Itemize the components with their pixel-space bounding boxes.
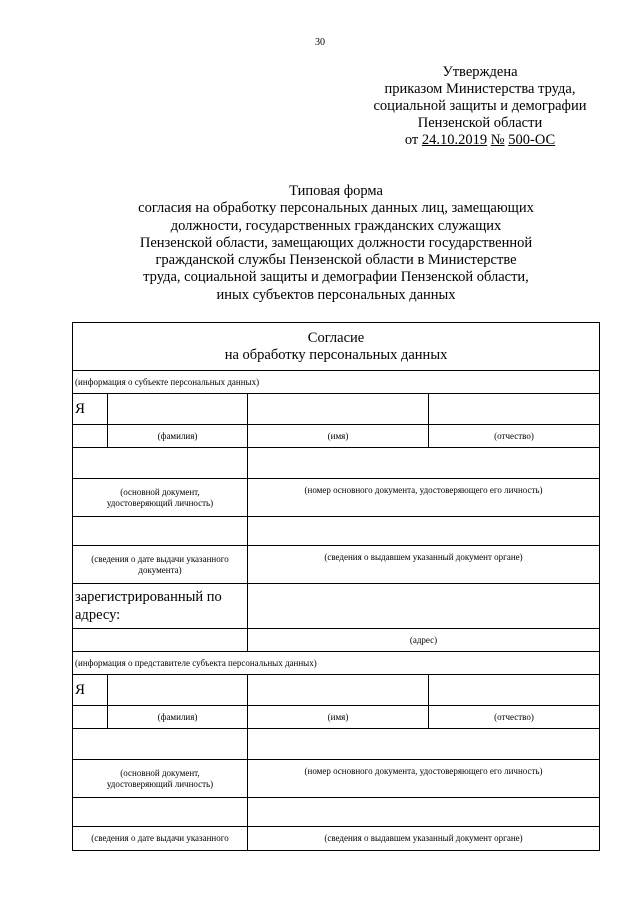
rep-issuer-field[interactable]	[248, 798, 600, 827]
ya-label: Я	[73, 675, 108, 706]
form-title-line: Типовая форма	[289, 183, 383, 199]
approval-date: 24.10.2019	[421, 132, 488, 148]
main-document-caption	[73, 479, 248, 517]
rep-document-number-field[interactable]	[248, 729, 600, 760]
issuer-caption: (сведения о выдавшем указанный документ органе)	[248, 546, 600, 584]
rep-patronymic-field[interactable]	[429, 675, 600, 706]
registered-line: адресу:	[75, 607, 121, 623]
approval-prefix: от	[404, 132, 419, 148]
approval-line: Утверждена	[442, 64, 518, 80]
rep-name-caption: (имя)	[248, 706, 429, 729]
registered-label	[73, 584, 248, 629]
ya-label: Я	[73, 394, 108, 425]
patronymic-caption: (отчество)	[429, 425, 600, 448]
main-document-field[interactable]	[73, 448, 248, 479]
header-subtitle: на обработку персональных данных	[224, 346, 448, 363]
subject-info-label: (информация о субъекте персональных данных)	[73, 371, 600, 394]
registered-line: зарегистрированный по	[75, 589, 222, 605]
caption-line: документа)	[138, 564, 182, 575]
issuer-field[interactable]	[248, 517, 600, 546]
rep-main-document-caption	[73, 760, 248, 798]
form-title-line: гражданской службы Пензенской области в Министерстве	[155, 252, 517, 269]
patronymic-field[interactable]	[429, 394, 600, 425]
form-title	[96, 183, 576, 304]
approval-line: социальной защиты и демографии	[373, 98, 587, 114]
approval-number: 500-ОС	[508, 132, 556, 148]
caption-line: (основной документ,	[120, 486, 200, 497]
rep-issuer-caption: (сведения о выдавшем указанный документ органе)	[248, 827, 600, 851]
caption-line: удостоверяющий личность)	[106, 778, 214, 789]
address-field[interactable]	[248, 584, 600, 629]
empty-cell	[73, 425, 108, 448]
rep-issue-date-caption: (сведения о дате выдачи указанного	[73, 827, 248, 851]
rep-document-number-caption: (номер основного документа, удостоверяющего его личность)	[248, 760, 600, 798]
caption-line: удостоверяющий личность)	[106, 497, 214, 508]
name-caption: (имя)	[248, 425, 429, 448]
surname-caption: (фамилия)	[108, 425, 248, 448]
document-number-caption: (номер основного документа, удостоверяющего его личность)	[248, 479, 600, 517]
document-number-field[interactable]	[248, 448, 600, 479]
form-title-line: иных субъектов персональных данных	[216, 286, 456, 303]
page-number: 30	[315, 37, 325, 48]
header-title: Согласие	[307, 329, 365, 346]
approval-number-sign: №	[490, 132, 505, 148]
address-caption: (адрес)	[248, 629, 600, 652]
address-field-left[interactable]	[73, 629, 248, 652]
form-title-line: труда, социальной защиты и демографии Пензенской области,	[143, 269, 529, 286]
issue-date-field[interactable]	[73, 517, 248, 546]
name-field[interactable]	[248, 394, 429, 425]
approval-line: Пензенской области	[417, 115, 543, 131]
rep-surname-field[interactable]	[108, 675, 248, 706]
rep-main-document-field[interactable]	[73, 729, 248, 760]
caption-line: (сведения о дате выдачи указанного	[91, 553, 229, 564]
rep-name-field[interactable]	[248, 675, 429, 706]
table-header	[73, 323, 600, 371]
rep-surname-caption: (фамилия)	[108, 706, 248, 729]
approval-date-line	[355, 132, 605, 149]
issue-date-caption	[73, 546, 248, 584]
approval-block	[355, 64, 605, 149]
representative-info-label: (информация о представителе субъекта персональных данных)	[73, 652, 600, 675]
rep-patronymic-caption: (отчество)	[429, 706, 600, 729]
consent-form-table	[72, 322, 600, 851]
form-title-line: должности, государственных гражданских служащих	[170, 217, 502, 234]
surname-field[interactable]	[108, 394, 248, 425]
caption-line: (основной документ,	[120, 767, 200, 778]
rep-issue-date-field[interactable]	[73, 798, 248, 827]
empty-cell	[73, 706, 108, 729]
approval-line: приказом Министерства труда,	[384, 81, 576, 97]
form-title-line: согласия на обработку персональных данных лиц, замещающих	[138, 200, 534, 217]
form-title-line: Пензенской области, замещающих должности государственной	[139, 234, 533, 251]
